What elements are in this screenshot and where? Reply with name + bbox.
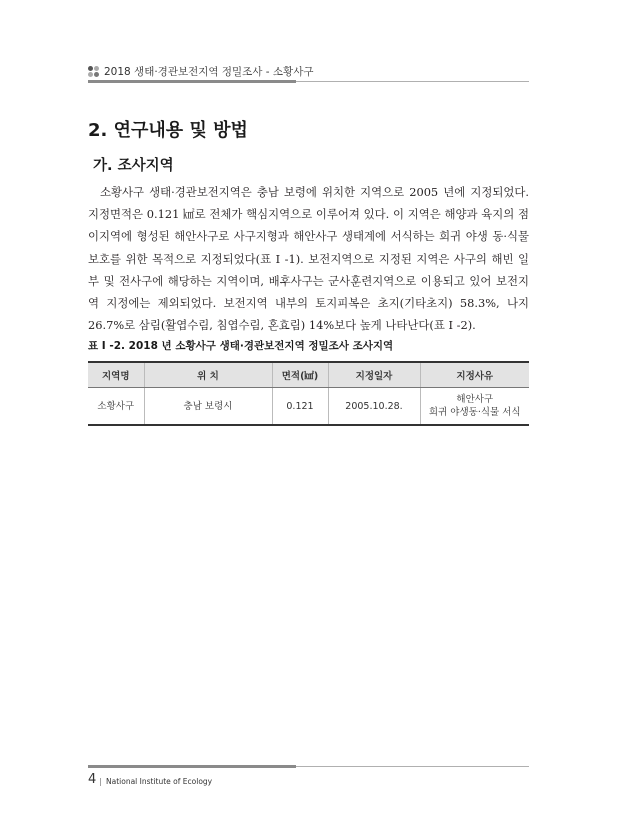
column-header-area: 면적(㎢) bbox=[272, 362, 328, 388]
table-row bbox=[88, 388, 529, 426]
page-number: 4 bbox=[88, 772, 97, 787]
body-paragraph: 소황사구 생태·경관보전지역은 충남 보령에 위치한 지역으로 2005 년에 지정되었다. 지정면적은 0.121 ㎢로 전체가 핵심지역으로 이루어져 있다. 이 지역은 해양과 육지의 점이지역에 형성된 해안사구로 사구지형과 해안사구 생태계에 서식하는 희귀 야생 동·식물 보호를 위한 목적으로 지정되었다(표 I -1). 보전지역으로 지정된 지역은 사구의 해빈 일부 및 전사구에 해당하는 지역이며, 배후사구는 군사훈련지역으로 이용되고 있어 보전지역 지정에는 제외되었다. 보전지역 내부의 토지피복은 초지(기타초지) 58.3%, 나지 26.7%로 삼림(활엽수림, 침엽수림, 혼효림) 14%보다 높게 나타난다(표 I -2). bbox=[88, 185, 529, 333]
header-dots-icon bbox=[88, 66, 100, 78]
footer-separator: | bbox=[99, 777, 102, 786]
footer-organization: National Institute of Ecology bbox=[106, 777, 213, 786]
table-header-row bbox=[88, 362, 529, 388]
column-header-reason: 지정사유 bbox=[420, 362, 529, 388]
column-header-region: 지역명 bbox=[88, 362, 144, 388]
column-header-date: 지정일자 bbox=[328, 362, 420, 388]
running-title: 2018 생태·경관보전지역 정밀조사 - 소황사구 bbox=[104, 66, 314, 78]
reason-line-1: 해안사구 bbox=[456, 394, 494, 405]
cell-region: 소황사구 bbox=[88, 388, 144, 426]
reason-line-2: 희귀 야생동·식물 서식 bbox=[428, 407, 521, 418]
body-text bbox=[88, 181, 529, 336]
header-divider-accent bbox=[88, 80, 296, 83]
cell-reason bbox=[420, 388, 529, 426]
column-header-location: 위 치 bbox=[144, 362, 272, 388]
section-heading: 2. 연구내용 및 방법 bbox=[88, 120, 248, 141]
cell-area: 0.121 bbox=[272, 388, 328, 426]
table-caption: 표 I -2. 2018 년 소황사구 생태·경관보전지역 정밀조사 조사지역 bbox=[88, 340, 394, 352]
subsection-heading: 가. 조사지역 bbox=[93, 158, 174, 174]
cell-date: 2005.10.28. bbox=[328, 388, 420, 426]
survey-area-table bbox=[88, 361, 529, 426]
cell-location: 충남 보령시 bbox=[144, 388, 272, 426]
footer-divider-accent bbox=[88, 765, 296, 768]
